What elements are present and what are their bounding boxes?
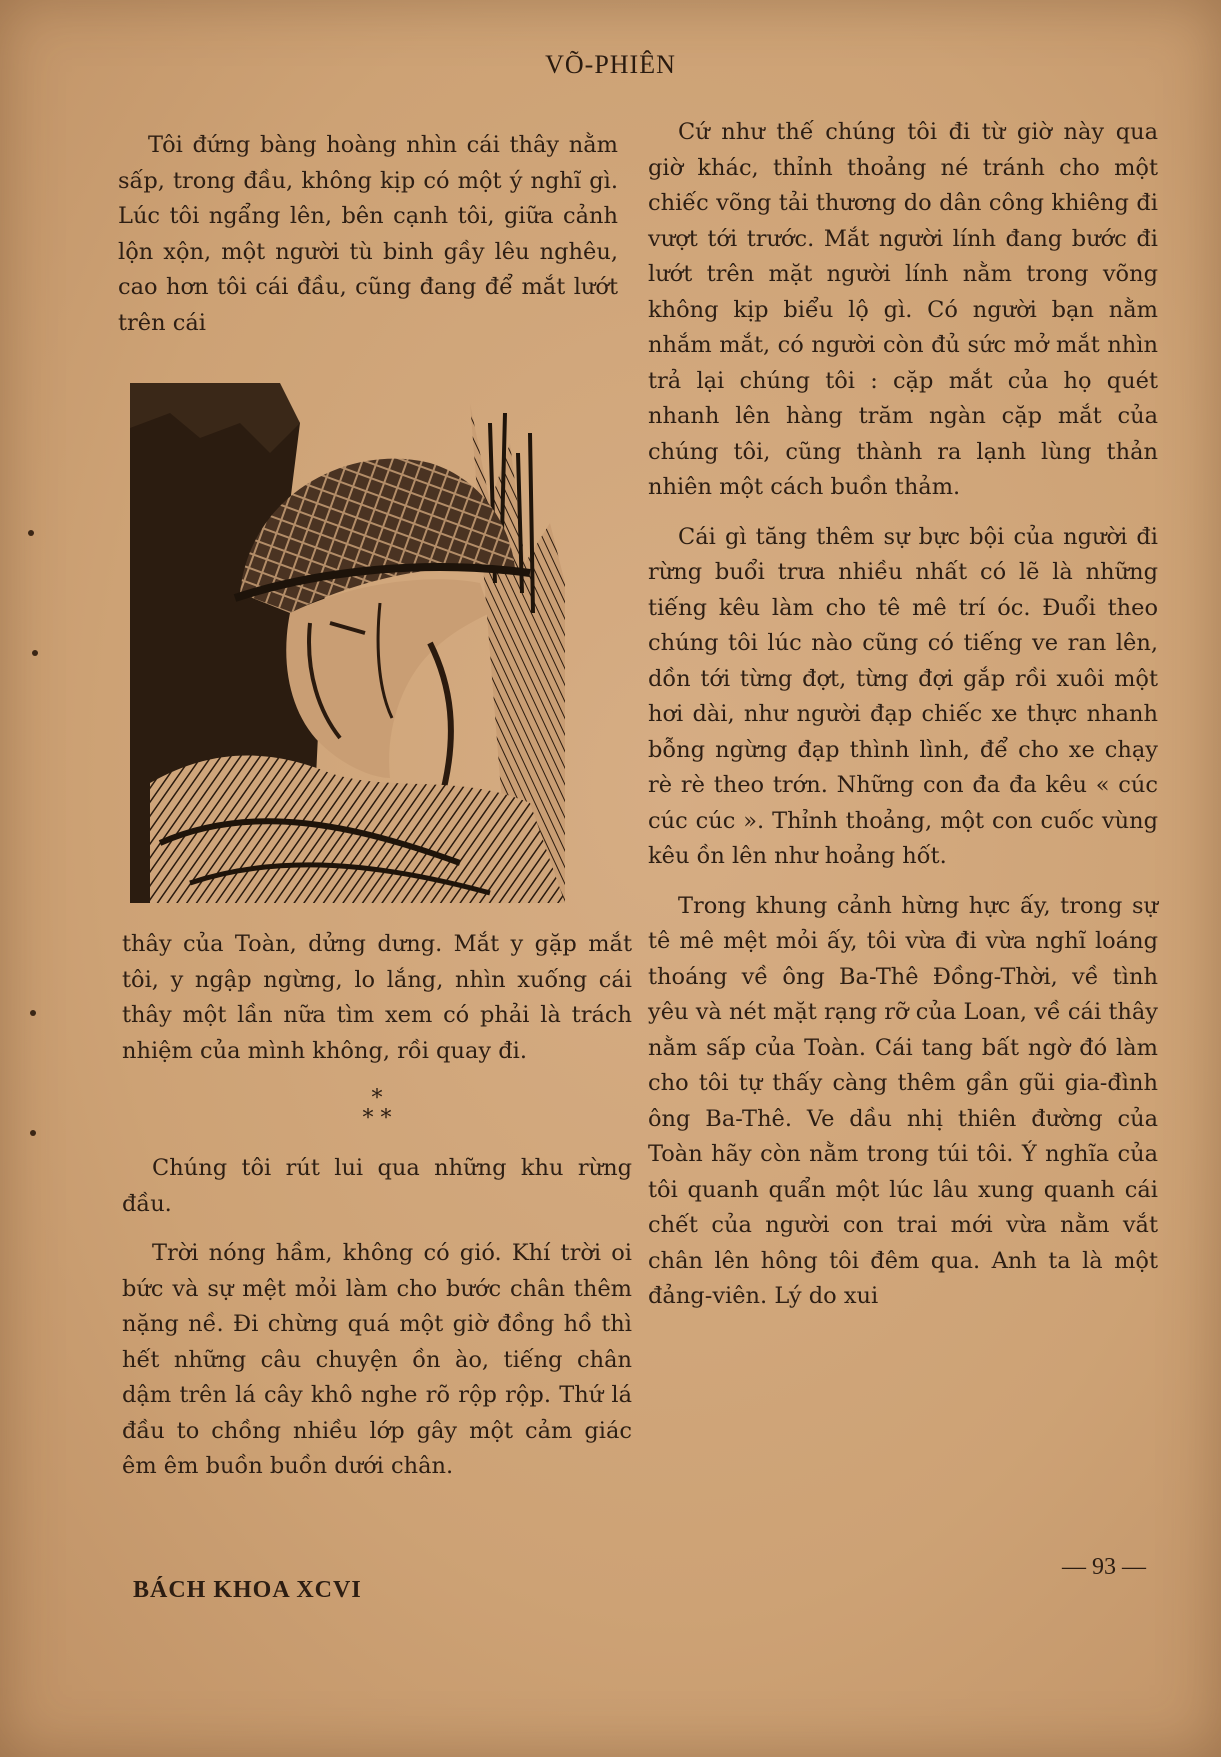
asterism-bottom: * * bbox=[362, 1106, 392, 1131]
soldier-woodcut-image bbox=[130, 383, 565, 903]
asterism-top: * bbox=[371, 1086, 383, 1111]
left-column-bottom bbox=[122, 927, 632, 1485]
woodcut-illustration bbox=[130, 383, 565, 903]
binding-hole-mark bbox=[30, 1010, 36, 1016]
paragraph: Trong khung cảnh hừng hực ấy, trong sự tê mê mệt mỏi ấy, tôi vừa đi vừa nghĩ loáng thoáng về ông Ba-Thê Đồng-Thời, về tình yêu và nét mặt rạng rỡ của Loan, về cái thây nằm sấp của Toàn. Cái tang bất ngờ đó làm cho tôi tự thấy càng thêm gần gũi gia-đình ông Ba-Thê. Ve dầu nhị thiên đường của Toàn hãy còn nằm trong túi tôi. Ý nghĩa của tôi quanh quẩn một lúc lâu xung quanh cái chết của người con trai mới vừa nằm vắt chân lên hông tôi đêm qua. Anh ta là một đảng-viên. Lý do xui bbox=[648, 892, 1158, 1309]
right-column bbox=[648, 115, 1158, 1315]
paragraph: Cứ như thế chúng tôi đi từ giờ này qua giờ khác, thỉnh thoảng né tránh cho một chiếc võng tải thương do dân công khiêng đi vượt tới trước. Mắt người lính đang bước đi lướt trên mặt người lính nằm trong võng không kịp biểu lộ gì. Có người bạn nằm nhắm mắt, có người còn đủ sức mở mắt nhìn trả lại chúng tôi : cặp mắt của họ quét nhanh lên hàng trăm ngàn cặp mắt của chúng tôi, cũng thành ra lạnh lùng thản nhiên một cách buồn thảm. bbox=[648, 119, 1158, 500]
running-header-author: VÕ-PHIÊN bbox=[545, 50, 676, 79]
binding-hole-mark bbox=[30, 1130, 36, 1136]
publication-name: BÁCH KHOA XCVI bbox=[133, 1577, 362, 1603]
paragraph: Cái gì tăng thêm sự bực bội của người đi rừng buổi trưa nhiều nhất có lẽ là những tiếng kêu làm cho tê mê trí óc. Đuổi theo chúng tôi lúc nào cũng có tiếng ve ran lên, dồn tới từng đợt, từng đợi gắp rồi xuôi một hơi dài, như người đạp chiếc xe thực nhanh bỗng ngừng đạp thình lình, để cho xe chạy rè rè theo trớn. Những con đa đa kêu « cúc cúc cúc ». Thỉnh thoảng, một con cuốc vùng kêu ồn lên như hoảng hốt. bbox=[648, 523, 1158, 869]
binding-hole-mark bbox=[32, 650, 38, 656]
left-column-top bbox=[118, 128, 618, 341]
paragraph: Tôi đứng bàng hoàng nhìn cái thây nằm sấp, trong đầu, không kịp có một ý nghĩ gì. Lúc tôi ngẩng lên, bên cạnh tôi, giữa cảnh lộn xộn, một người tù binh gầy lêu nghêu, cao hơn tôi cái đầu, cũng đang để mắt lướt trên cái bbox=[118, 132, 618, 336]
paragraph: Trời nóng hầm, không có gió. Khí trời oi bức và sự mệt mỏi làm cho bước chân thêm nặng nề. Đi chừng quá một giờ đồng hồ thì hết những câu chuyện ồn ào, tiếng chân dậm trên lá cây khô nghe rõ rộp rộp. Thứ lá đầu to chồng nhiều lớp gây một cảm giác êm êm buồn buồn dưới chân. bbox=[122, 1240, 632, 1479]
section-break bbox=[122, 1086, 632, 1131]
paragraph: Chúng tôi rút lui qua những khu rừng đầu. bbox=[122, 1155, 632, 1217]
paragraph: thây của Toàn, dửng dưng. Mắt y gặp mắt tôi, y ngập ngừng, lo lắng, nhìn xuống cái thây một lần nữa tìm xem có phải là trách nhiệm của mình không, rồi quay đi. bbox=[122, 931, 632, 1064]
binding-hole-mark bbox=[28, 530, 34, 536]
page-number: — 93 — bbox=[1062, 1554, 1146, 1580]
